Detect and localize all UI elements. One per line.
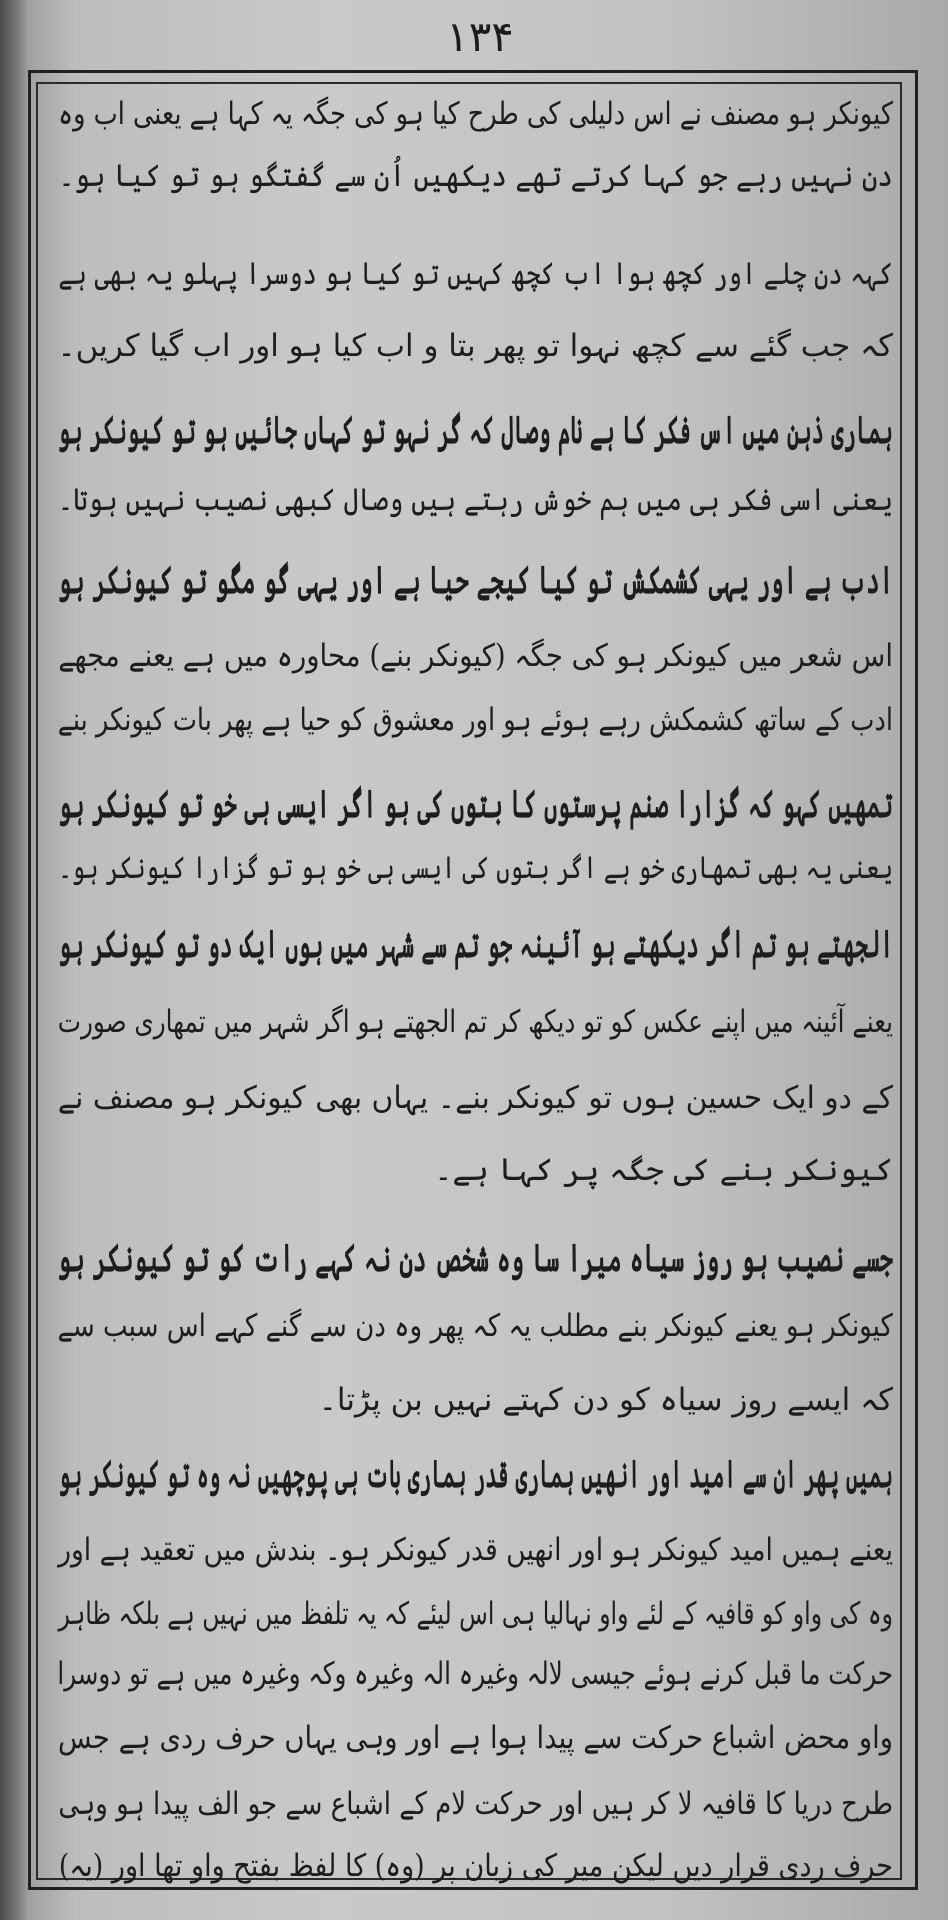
text-line: واو محض اشباع حرکت سے پیدا ہوا ہے اور وہی یہاں حرف ردی ہے جس	[57, 1720, 894, 1756]
text-line: دن نہیں رہے جو کہا کرتے تھے دیکھیں اُن سے گفتگو ہو تو کیا ہو۔	[58, 158, 893, 194]
text-line: یعنی یہ بھی تمھاری خو ہے اگر بتوں کی ایسی ہی خو ہو تو گزارا کیونکر ہو۔	[58, 850, 893, 886]
text-line: ادب کے ساتھ کشمکش رہے ہوئے ہو اور معشوق کو حیا ہے پھر بات کیونکر بنے	[57, 702, 893, 738]
verse-line: ہماری ذہن میں اس فکر کا ہے نام وصال کہ گر نہو تو کہاں جائیں ہو تو کیونکر ہو	[57, 407, 893, 452]
page-number: ۱۳۴	[446, 12, 514, 61]
text-line: کہ ایسے روز سیاہ کو دن کہتے نہیں بن پڑتا۔	[318, 1382, 893, 1418]
text-line: حرف ردی قرار دیں لیکن میر کی زبان پر (وہ) کا لفظ بفتح واو تھا اور (یہ)	[58, 1848, 893, 1884]
text-line: حرکت ما قبل کرنے ہوئے جیسی لالہ وغیرہ الہ وغیرہ وکہ وغیرہ میں ہے تو دوسرا	[57, 1656, 893, 1692]
text-line: اس شعر میں کیونکر ہو کی جگہ (کیونکر بنے) محاورہ میں ہے یعنے مجھے	[58, 638, 893, 674]
text-line: کیونکر بنے کی جگہ پر کہا ہے۔	[434, 1152, 893, 1188]
text-line: یعنے ہمیں امید کیونکر ہو اور انھیں قدر کیونکر ہو۔ بندش میں تعقید ہے اور	[58, 1532, 894, 1568]
text-line: یعنی اسی فکر ہی میں ہم خوش رہتے ہیں وصال کبھی نصیب نہیں ہوتا۔	[58, 482, 893, 518]
text-line: وہ کی واو کو قافیہ کے لئے واو نہالیا ہی اس لیئے کہ یہ تلفظ میں نہیں ہے بلکہ ظاہر	[58, 1596, 893, 1632]
verse-line: تمھیں کہو کہ گزارا صنم پرستوں کا بتوں کی ہو اگر ایسی ہی خو تو کیونکر ہو	[58, 781, 893, 826]
text-line: کہہ دن چلے اور کچھ ہوا اب کچھ کہیں تو کیا ہو دوسرا پہلو یہ بھی ہے	[58, 256, 893, 292]
text-line: یعنے آئینہ میں اپنے عکس کو تو دیکھ کر تم الجھتے ہو اگر شہر میں تمھاری صورت	[57, 1004, 893, 1040]
verse-line: ادب ہے اور یہی کشمکش تو کیا کیجے حیا ہے اور یہی گو مگو تو کیونکر ہو	[57, 557, 893, 602]
verse-line: الجھتے ہو تم اگر دیکھتے ہو آئینہ جو تم سے شہر میں ہوں ایک دو تو کیونکر ہو	[58, 921, 893, 966]
page-gutter-shadow	[0, 0, 28, 1920]
text-line: طرح دریا کا قافیہ لا کر ہیں اور حرکت لام کے اشباع سے جو الف پیدا ہو وہی	[58, 1786, 894, 1822]
text-line: کیونکر ہو یعنے کیونکر بنے مطلب یہ کہ پھر وہ دن سے گنے کہے اس سبب سے	[57, 1308, 893, 1344]
text-line: کیونکر ہو مصنف نے اس دلیلی کی طرح کیا ہو کی جگہ یہ کہا ہے یعنی اب وہ	[58, 96, 894, 132]
verse-line: ہمیں پھر ان سے امید اور انھیں ہماری قدر ہماری بات ہی پوچھیں نہ وہ تو کیونکر ہو	[58, 1451, 894, 1496]
text-body	[57, 92, 894, 1884]
verse-line: جسے نصیب ہو روز سیاہ میرا سا وہ شخص دن نہ کہے رات کو تو کیونکر ہو	[57, 1235, 894, 1280]
text-line: کہ جب گئے سے کچھ نہوا تو پھر بتا و اب کیا ہو اور اب گیا کریں۔	[57, 328, 894, 364]
text-line: کے دو ایک حسین ہوں تو کیونکر بنے۔ یہاں بھی کیونکر ہو مصنف نے	[57, 1080, 893, 1116]
